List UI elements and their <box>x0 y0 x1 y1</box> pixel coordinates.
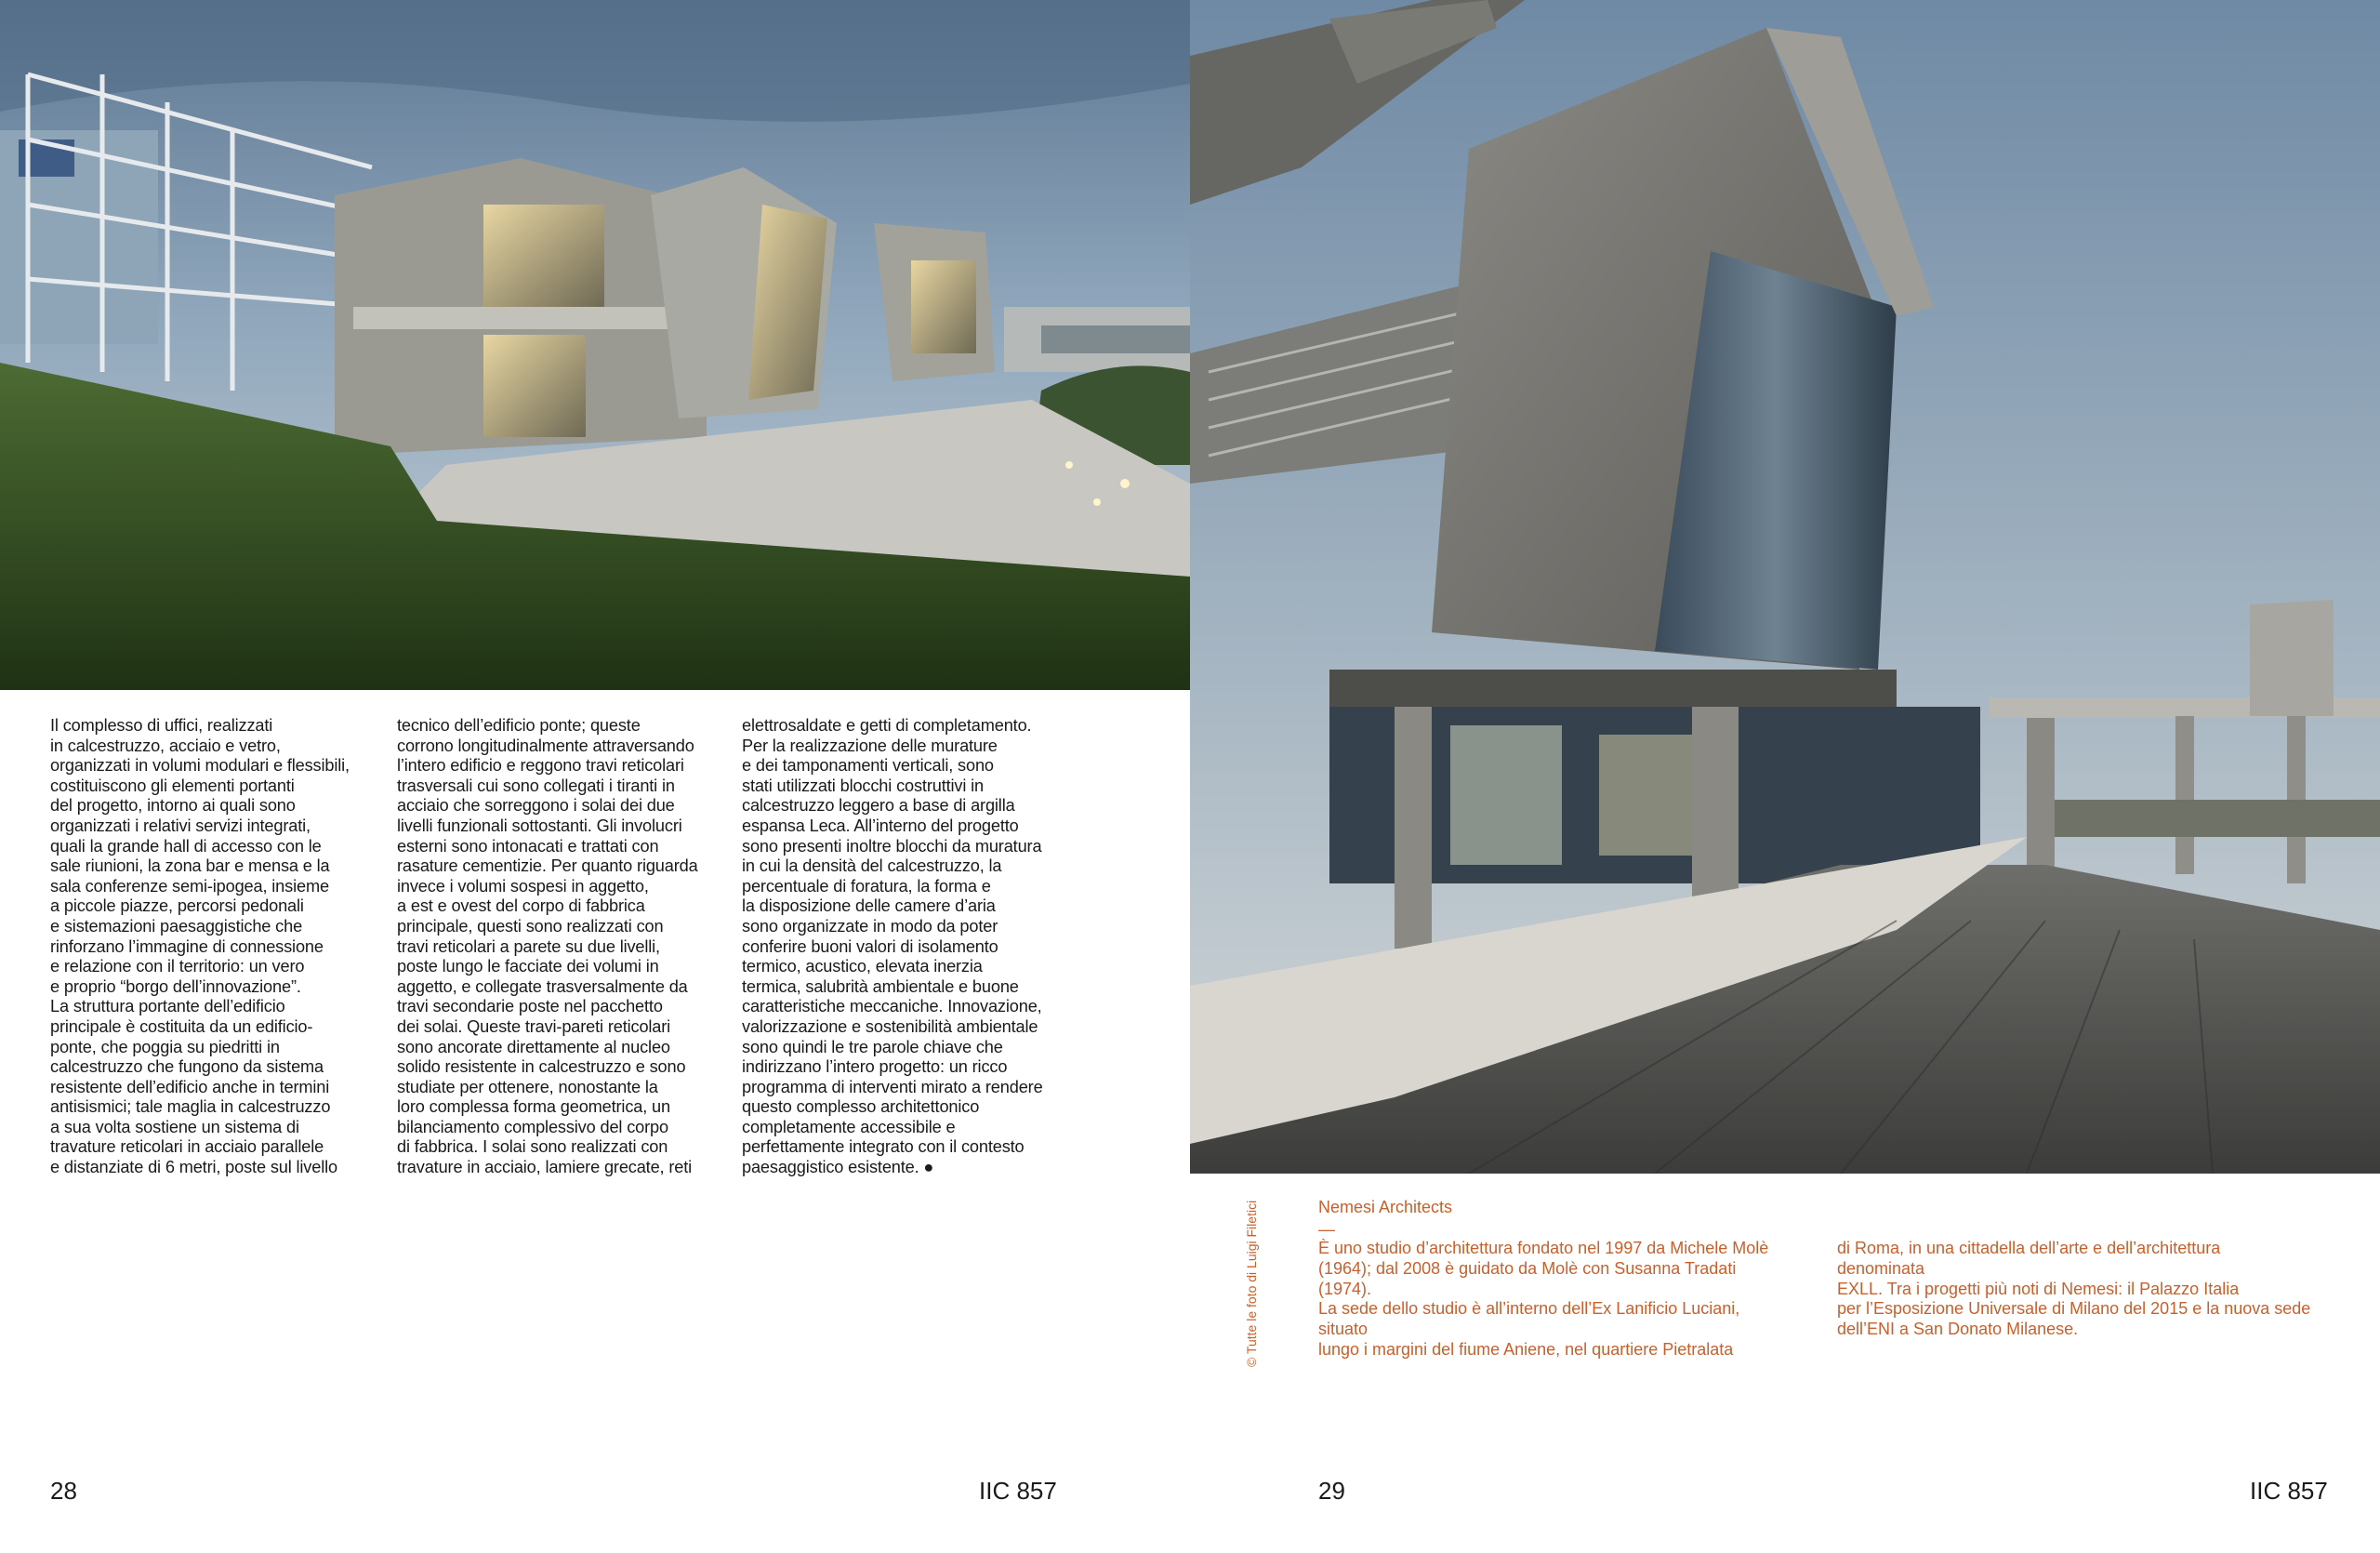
studio-dash: — <box>1318 1220 1335 1239</box>
article-column-1: Il complesso di uffici, realizzati in calcestruzzo, acciaio e vetro, organizzati in volumi modulari e flessibili, costituiscono gli elementi portanti del progetto, intorno ai quali sono organizzati i relativi servizi integrati, quali la grande hall di accesso con le sale riunioni, la zona bar e mensa e la sala conferenze semi-ipogea, insieme a piccole piazze, percorsi pedonali e sistemazioni paesaggistiche che rinforzano l’immagine di connessione e relazione con il territorio: un vero e proprio “borgo dell’innovazione”. La struttura portante dell’edificio principale è costituita da un edificio- ponte, che poggia su piedritti in calcestruzzo che fungono da sistema resistente dell’edificio anche in termini antisismici; tale maglia in calcestruzzo a sua volta sostiene un sistema di travature reticolari in acciaio parallele e distanziate di 6 metri, poste sul livello <box>50 716 350 1177</box>
studio-name: Nemesi Architects <box>1318 1198 1453 1216</box>
article-column-3: elettrosaldate e getti di completamento. Per la realizzazione delle murature e dei tamponamenti verticali, sono stati utilizzati blocchi costruttivi in calcestruzzo leggero a base di argilla espansa Leca. All’interno del progetto sono presenti inoltre blocchi da muratura in cui la densità del calcestruzzo, la percentuale di foratura, la forma e la disposizione delle camere d’aria sono organizzate in modo da poter conferire buoni valori di isolamento termico, acustico, elevata inerzia termica, salubrità ambientale e buone caratteristiche meccaniche. Innovazione, valorizzazione e sostenibilità ambientale sono quindi le tre parole chiave che indirizzano l’intero progetto: un ricco programma di interventi mirato a rendere questo complesso architettonico completamente accessibile e perfettamente integrato con il contesto paesaggistico esistente. ● <box>742 716 1043 1177</box>
photo-credit: © Tutte le foto di Luigi Filetici <box>1244 1200 1259 1367</box>
building-photo-left <box>0 0 1190 690</box>
studio-bio-column-2: di Roma, in una cittadella dell’arte e dell’architettura denominata EXLL. Tra i progetti più noti di Nemesi: il Palazzo Italia per l’Esposizione Universale di Milano del 2015 e la nuova sede dell’ENI a San Donato Milanese. <box>1837 1239 2311 1339</box>
studio-bio-column-1: È uno studio d’architettura fondato nel 1997 da Michele Molè (1964); dal 2008 è guidato da Molè con Susanna Tradati (1974). La sede dello studio è all’interno dell’Ex Lanificio Luciani, situato lungo i margini del fiume Aniene, nel quartiere Pietralata <box>1318 1239 1769 1359</box>
page-number-right: 29 <box>1318 1477 1345 1505</box>
article-column-2: tecnico dell’edificio ponte; queste corrono longitudinalmente attraversando l’intero edificio e reggono travi reticolari trasversali cui sono collegati i tiranti in acciaio che sorreggono i solai dei due livelli funzionali sottostanti. Gli involucri esterni sono intonacati e trattati con rasature cementizie. Per quanto riguarda invece i volumi sospesi in aggetto, a est e ovest del corpo di fabbrica principale, questi sono realizzati con travi reticolari a parete su due livelli, poste lungo le facciate dei volumi in aggetto, e collegate trasversalmente da travi secondarie poste nel pacchetto dei solai. Queste travi-pareti reticolari sono ancorate direttamente al nucleo solido resistente in calcestruzzo e sono studiate per ottenere, nonostante la loro complessa forma geometrica, un bilanciamento complessivo del corpo di fabbrica. I solai sono realizzati con travature in acciaio, lamiere grecate, reti <box>397 716 698 1177</box>
building-photo-right <box>1190 0 2380 1174</box>
magazine-issue-left: IIC 857 <box>979 1477 1057 1505</box>
magazine-issue-right: IIC 857 <box>2250 1477 2328 1505</box>
page-number-left: 28 <box>50 1477 77 1505</box>
